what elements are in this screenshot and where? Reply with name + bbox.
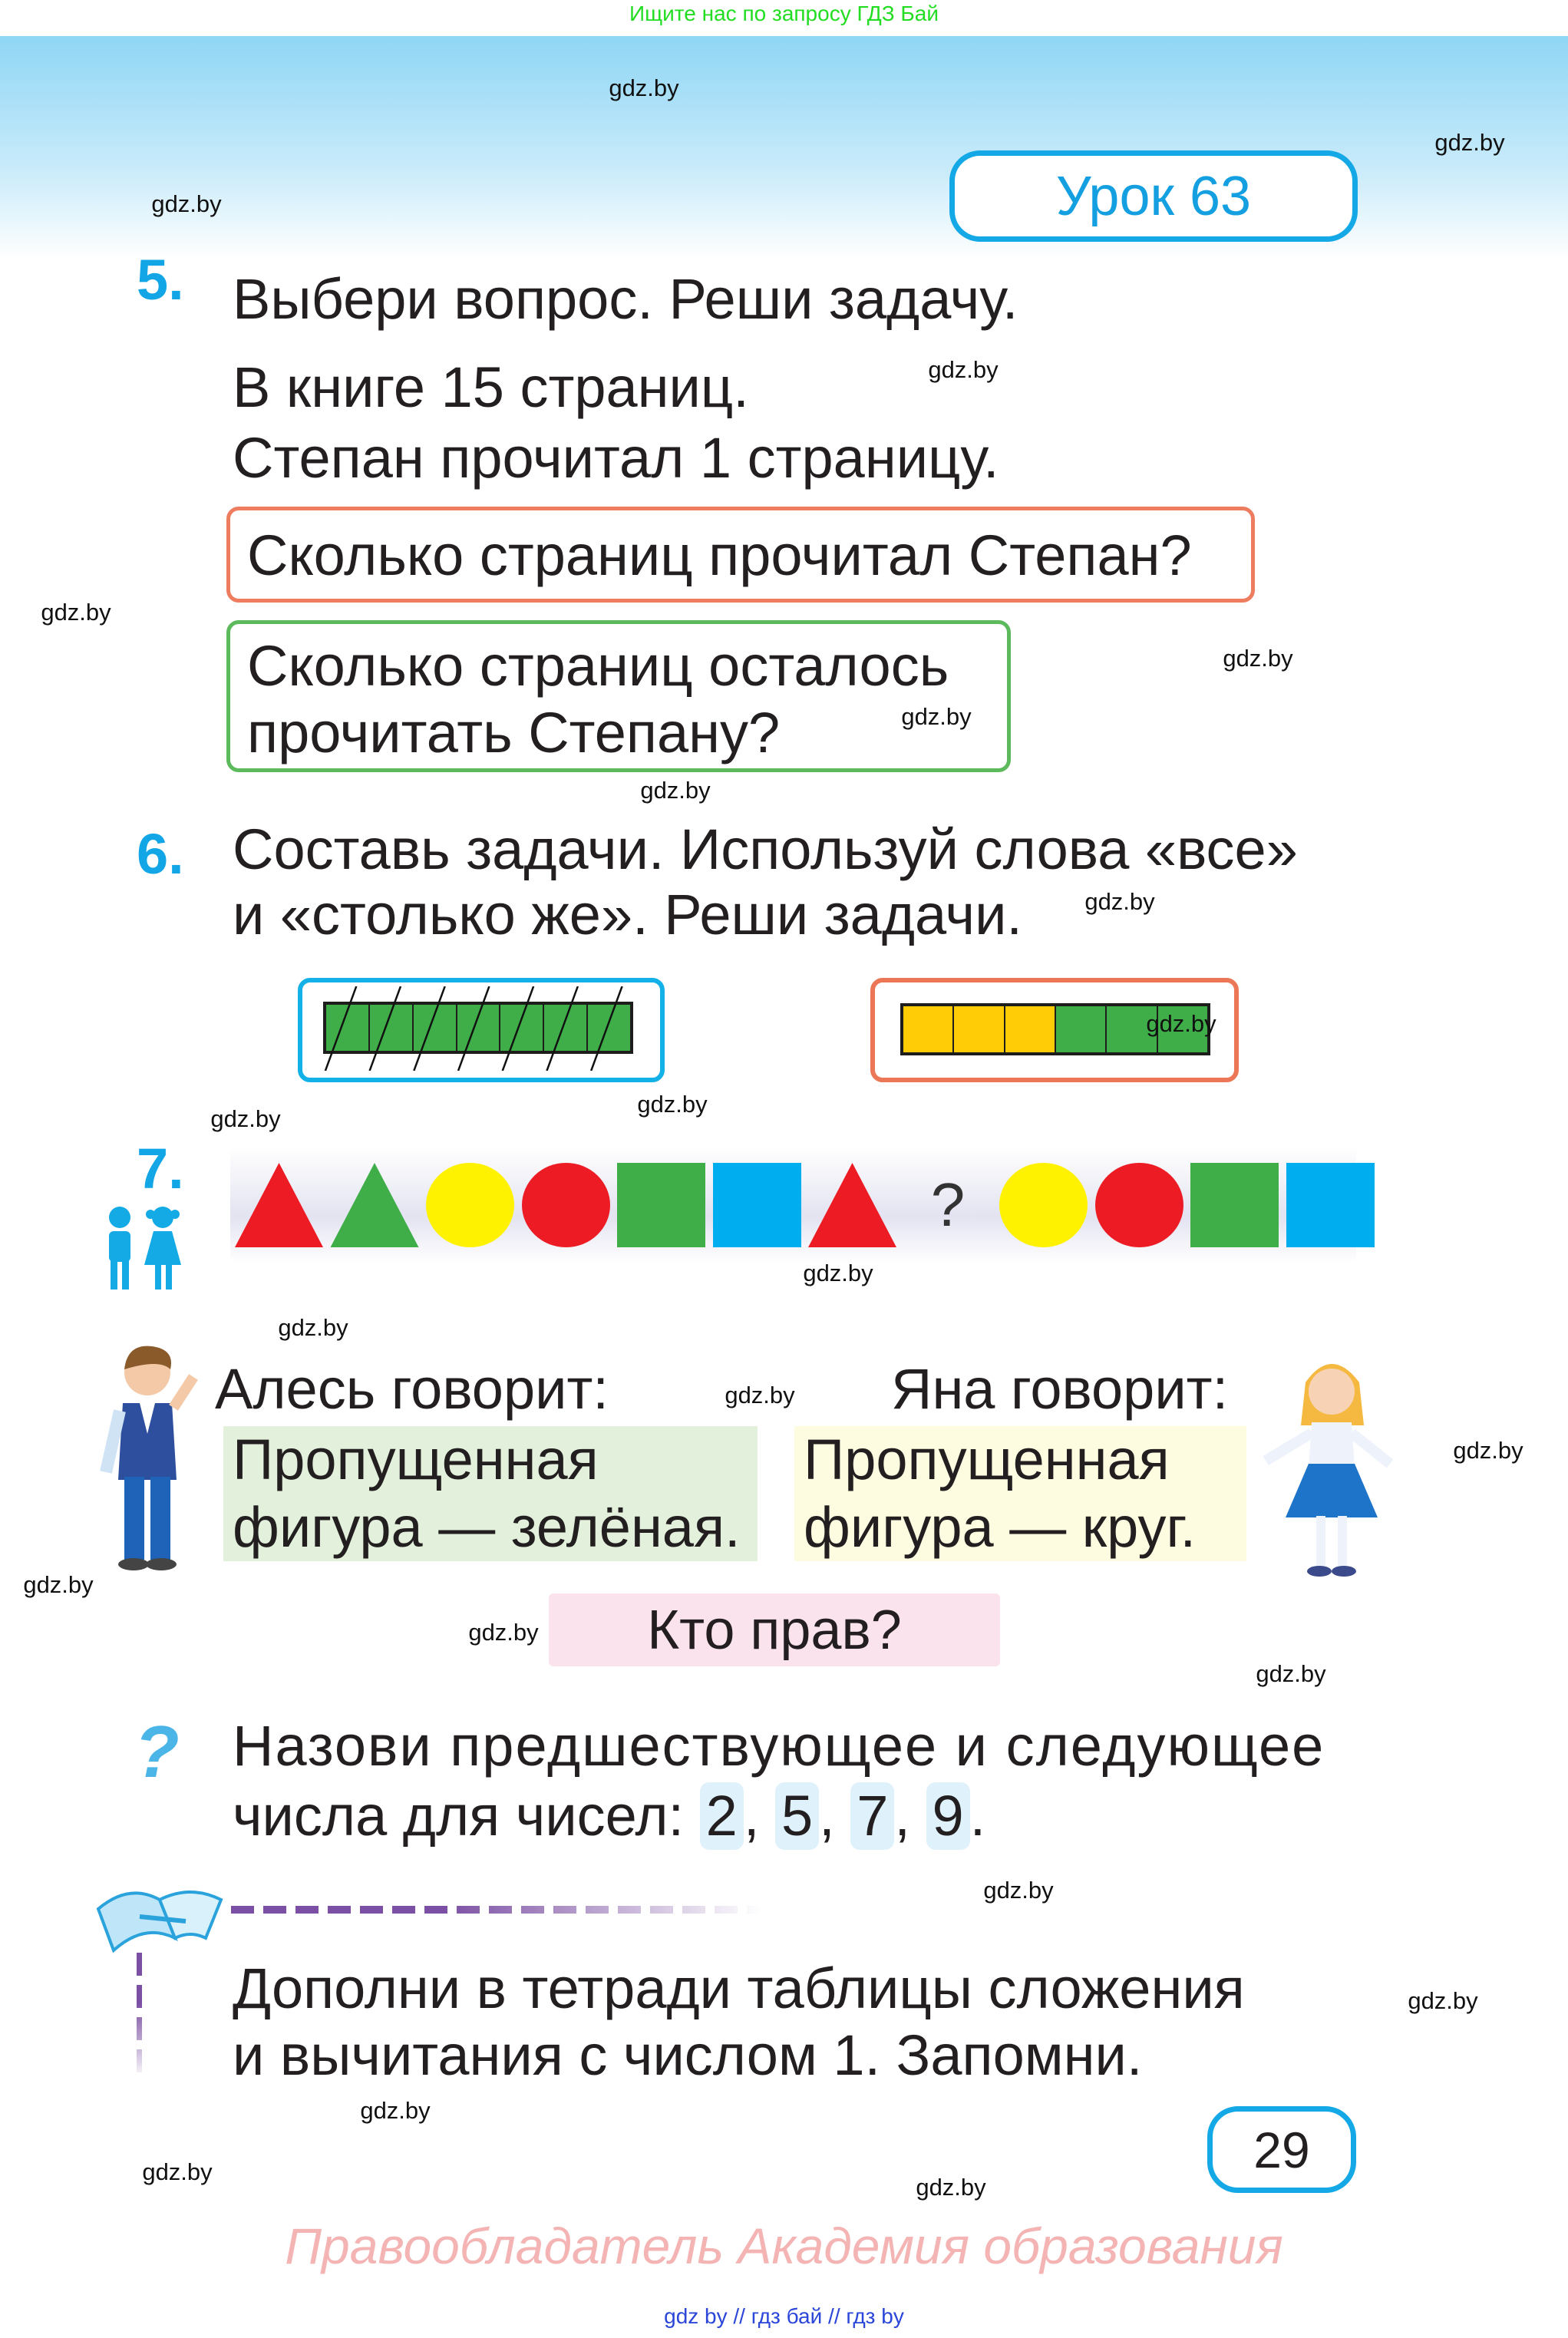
task-5-line2: Степан прочитал 1 страницу. (233, 426, 999, 490)
copyright-notice: Правообладатель Академия образования (285, 2217, 1283, 2274)
square-shape (1190, 1163, 1279, 1247)
task-6-line1: Составь задачи. Используй слова «все» (233, 817, 1298, 881)
watermark: gdz.by (151, 190, 222, 217)
number-box: 2 (700, 1782, 744, 1850)
task-5-number: 5. (137, 248, 184, 312)
separator: , (743, 1784, 760, 1848)
watermark: gdz.by (725, 1382, 795, 1408)
strike-line (591, 986, 622, 1071)
watermark: gdz.by (637, 1091, 708, 1118)
strike-line (546, 986, 577, 1071)
watermark: gdz.by (916, 2174, 986, 2201)
number-box: 9 (926, 1782, 970, 1850)
watermark: gdz.by (1223, 645, 1293, 672)
question-option-2 (226, 620, 1011, 772)
circle-shape (522, 1163, 610, 1247)
watermark: gdz.by (983, 1877, 1054, 1904)
bar-cell (903, 1006, 954, 1052)
footer-links[interactable]: gdz by // гдз бай // гдз by (664, 2304, 904, 2328)
ales-statement-line1: Пропущенная (233, 1428, 599, 1491)
question-task-line1: Назови предшествующее и следующее (233, 1714, 1325, 1778)
square-shape (713, 1163, 801, 1247)
watermark: gdz.by (210, 1105, 281, 1132)
task-6-number: 6. (137, 822, 184, 886)
strike-line (503, 986, 533, 1071)
separator: , (894, 1784, 910, 1848)
watermark: gdz.by (640, 777, 711, 804)
square-shape (1286, 1163, 1375, 1247)
watermark: gdz.by (468, 1619, 539, 1646)
watermark: gdz.by (1453, 1437, 1523, 1464)
watermark: gdz.by (23, 1571, 94, 1598)
task-6-line2: и «столько же». Реши задачи. (233, 883, 1022, 946)
task-5-title: Выбери вопрос. Реши задачу. (233, 267, 1018, 331)
watermark: gdz.by (278, 1314, 348, 1341)
bar-cell (1005, 1006, 1056, 1052)
watermark: gdz.by (803, 1260, 873, 1286)
question-option-1 (226, 507, 1255, 603)
question-task-line2 (233, 1782, 985, 1850)
watermark: gdz.by (1084, 888, 1155, 915)
ales-statement-line2: фигура — зелёная. (233, 1495, 741, 1559)
who-is-right-box (549, 1593, 1000, 1666)
period: . (969, 1784, 986, 1848)
notebook-task-line2: и вычитания с числом 1. Запомни. (233, 2023, 1143, 2087)
notebook-icon (94, 1878, 232, 1955)
strike-line (458, 986, 489, 1071)
strike-line (414, 986, 444, 1071)
separator: , (819, 1784, 835, 1848)
watermark: gdz.by (1408, 1987, 1478, 2014)
watermark: gdz.by (1434, 129, 1505, 156)
watermark: gdz.by (901, 703, 972, 730)
watermark: gdz.by (142, 2158, 213, 2185)
yana-says-label: Яна говорит: (891, 1357, 1229, 1421)
yana-statement-box (794, 1426, 1246, 1561)
circle-shape (426, 1163, 514, 1247)
search-banner: Ищите нас по запросу ГДЗ Бай (629, 2, 939, 25)
watermark: gdz.by (609, 74, 679, 101)
circle-shape (999, 1163, 1088, 1247)
watermark: gdz.by (1146, 1010, 1216, 1037)
circle-shape (1095, 1163, 1183, 1247)
notebook-task-line1: Дополни в тетради таблицы сложения (233, 1957, 1245, 2020)
question-task-line2-text: числа для чисел: (233, 1784, 685, 1848)
question-option-2-line2: прочитать Степану? (247, 701, 781, 764)
square-shape (617, 1163, 705, 1247)
question-option-2-line1: Сколько страниц осталось (247, 634, 949, 698)
yana-statement-line1: Пропущенная (804, 1428, 1170, 1491)
dashed-vertical-divider (137, 1953, 142, 2079)
ales-says-label: Алесь говорит: (215, 1357, 609, 1421)
strike-line (325, 986, 356, 1071)
scheme-1-strikes (323, 986, 633, 1071)
watermark: gdz.by (1256, 1660, 1326, 1687)
watermark: gdz.by (928, 356, 999, 383)
pair-work-icon (97, 1205, 192, 1291)
who-is-right-text: Кто прав? (647, 1599, 902, 1661)
number-box: 5 (775, 1782, 819, 1850)
watermark: gdz.by (360, 2097, 431, 2124)
bar-cell (1056, 1006, 1107, 1052)
question-mark-icon: ? (134, 1711, 180, 1793)
task-5-line1: В книге 15 страниц. (233, 355, 749, 419)
girl-yana-illustration (1255, 1349, 1408, 1580)
boy-ales-illustration (97, 1342, 209, 1574)
question-option-1-text: Сколько страниц прочитал Степан? (247, 523, 1192, 587)
yana-statement-line2: фигура — круг. (804, 1495, 1197, 1559)
dashed-divider (231, 1906, 761, 1914)
lesson-badge: Урок 63 (949, 150, 1358, 242)
strike-line (370, 986, 401, 1071)
page-number: 29 (1207, 2106, 1356, 2193)
bar-cell (954, 1006, 1005, 1052)
number-box: 7 (850, 1782, 894, 1850)
watermark: gdz.by (41, 599, 111, 626)
task-7-number: 7. (137, 1137, 184, 1200)
missing-shape: ? (930, 1171, 966, 1239)
ales-statement-box (223, 1426, 758, 1561)
